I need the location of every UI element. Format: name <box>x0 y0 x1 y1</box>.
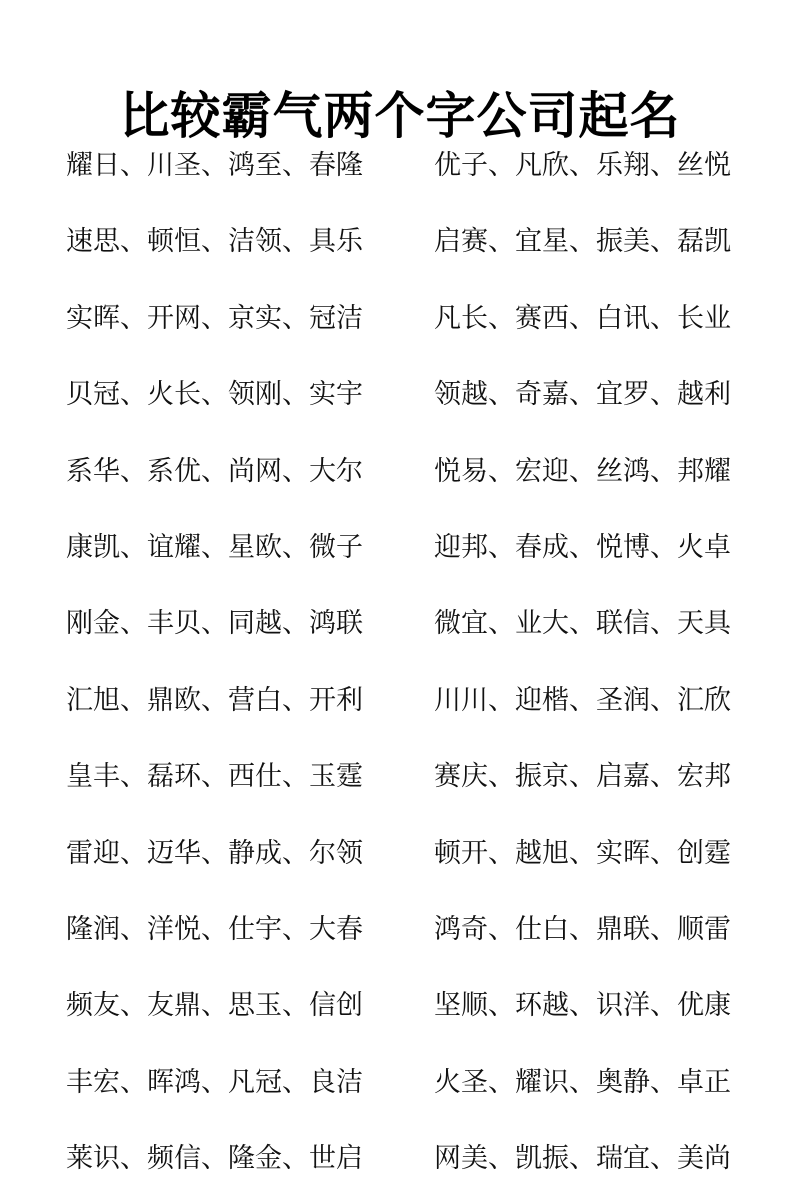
name-row: 丰宏、晖鸿、凡冠、良洁 <box>66 1066 363 1098</box>
name-row: 耀日、川圣、鸿至、春隆 <box>66 150 363 181</box>
name-row: 微宜、业大、联信、天具 <box>434 608 731 640</box>
name-row: 顿开、越旭、实晖、创霆 <box>434 837 731 869</box>
name-row: 贝冠、火长、领刚、实宇 <box>66 379 363 411</box>
name-row: 川川、迎楷、圣润、汇欣 <box>434 684 731 716</box>
right-name-column <box>434 128 774 1197</box>
name-row: 速思、顿恒、洁领、具乐 <box>66 226 363 258</box>
name-row: 凡长、赛西、白讯、长业 <box>434 302 731 334</box>
name-row: 雷迎、迈华、静成、尔领 <box>66 837 363 869</box>
name-row: 鸿奇、仕白、鼎联、顺雷 <box>434 913 731 945</box>
name-row: 实晖、开网、京实、冠洁 <box>66 302 363 334</box>
name-row: 赛庆、振京、启嘉、宏邦 <box>434 761 731 793</box>
name-row: 频友、友鼎、思玉、信创 <box>66 990 363 1022</box>
name-row: 系华、系优、尚网、大尔 <box>66 455 363 487</box>
name-row: 网美、凯振、瑞宜、美尚 <box>434 1143 731 1175</box>
name-row: 康凯、谊耀、星欧、微子 <box>66 531 363 563</box>
name-row: 启赛、宜星、振美、磊凯 <box>434 226 731 258</box>
name-row: 悦易、宏迎、丝鸿、邦耀 <box>434 455 731 487</box>
name-row: 刚金、丰贝、同越、鸿联 <box>66 608 363 640</box>
name-list <box>0 128 800 1198</box>
name-row: 莱识、频信、隆金、世启 <box>66 1143 363 1175</box>
name-row: 皇丰、磊环、西仕、玉霆 <box>66 761 363 793</box>
page-title: 比较霸气两个字公司起名 <box>119 86 681 145</box>
name-row: 优子、凡欣、乐翔、丝悦 <box>434 150 731 181</box>
name-row: 坚顺、环越、识洋、优康 <box>434 990 731 1022</box>
name-row: 汇旭、鼎欧、营白、开利 <box>66 684 363 716</box>
left-name-column <box>66 128 406 1197</box>
name-row: 火圣、耀识、奥静、卓正 <box>434 1066 731 1098</box>
name-row: 领越、奇嘉、宜罗、越利 <box>434 379 731 411</box>
name-row: 迎邦、春成、悦博、火卓 <box>434 531 731 563</box>
name-row: 隆润、洋悦、仕宇、大春 <box>66 913 363 945</box>
